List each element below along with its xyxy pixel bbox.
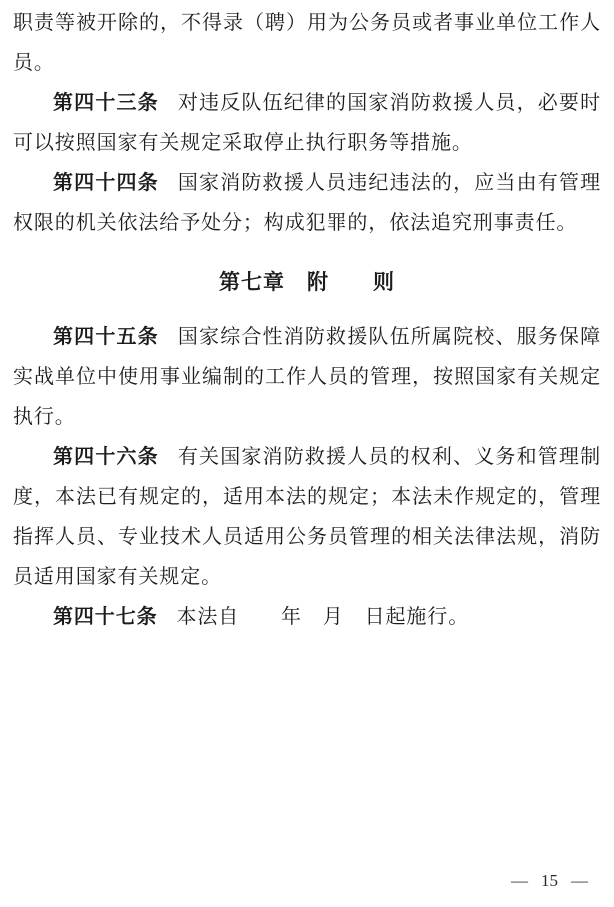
article-paragraph: 第四十六条 有关国家消防救援人员的权利、义务和管理制度，本法已有规定的，适用本法的规定；本法未作规定的，管理指挥人员、专业技术人员适用公务员管理的相关法律法规，消防员适用国家有关规定。: [13, 446, 602, 588]
article-paragraph: 第四十七条 本法自 年 月 日起施行。: [53, 606, 470, 628]
page-number: 15: [541, 871, 558, 890]
article-number: 第四十五条: [53, 326, 159, 348]
article-paragraph: 第四十四条 国家消防救援人员违纪违法的，应当由有管理权限的机关依法给予处分；构成犯罪的，依法追究刑事责任。: [13, 172, 602, 234]
article-paragraph: 第四十五条 国家综合性消防救援队伍所属院校、服务保障实战单位中使用事业编制的工作人员的管理，按照国家有关规定执行。: [13, 326, 602, 428]
article-number: 第四十七条: [53, 606, 158, 628]
footer-dash-right: —: [571, 871, 588, 890]
continuation-paragraph: 职责等被开除的，不得录（聘）用为公务员或者事业单位工作人员。: [13, 12, 601, 74]
article-number: 第四十四条: [53, 172, 159, 194]
chapter-heading: 第七章 附 则: [219, 270, 395, 294]
article-number: 第四十三条: [53, 92, 159, 114]
article-number: 第四十六条: [53, 446, 159, 468]
article-paragraph: 第四十三条 对违反队伍纪律的国家消防救援人员，必要时可以按照国家有关规定采取停止执行职务等措施。: [13, 92, 602, 154]
page-footer: [511, 871, 588, 891]
footer-dash-left: —: [511, 871, 528, 890]
